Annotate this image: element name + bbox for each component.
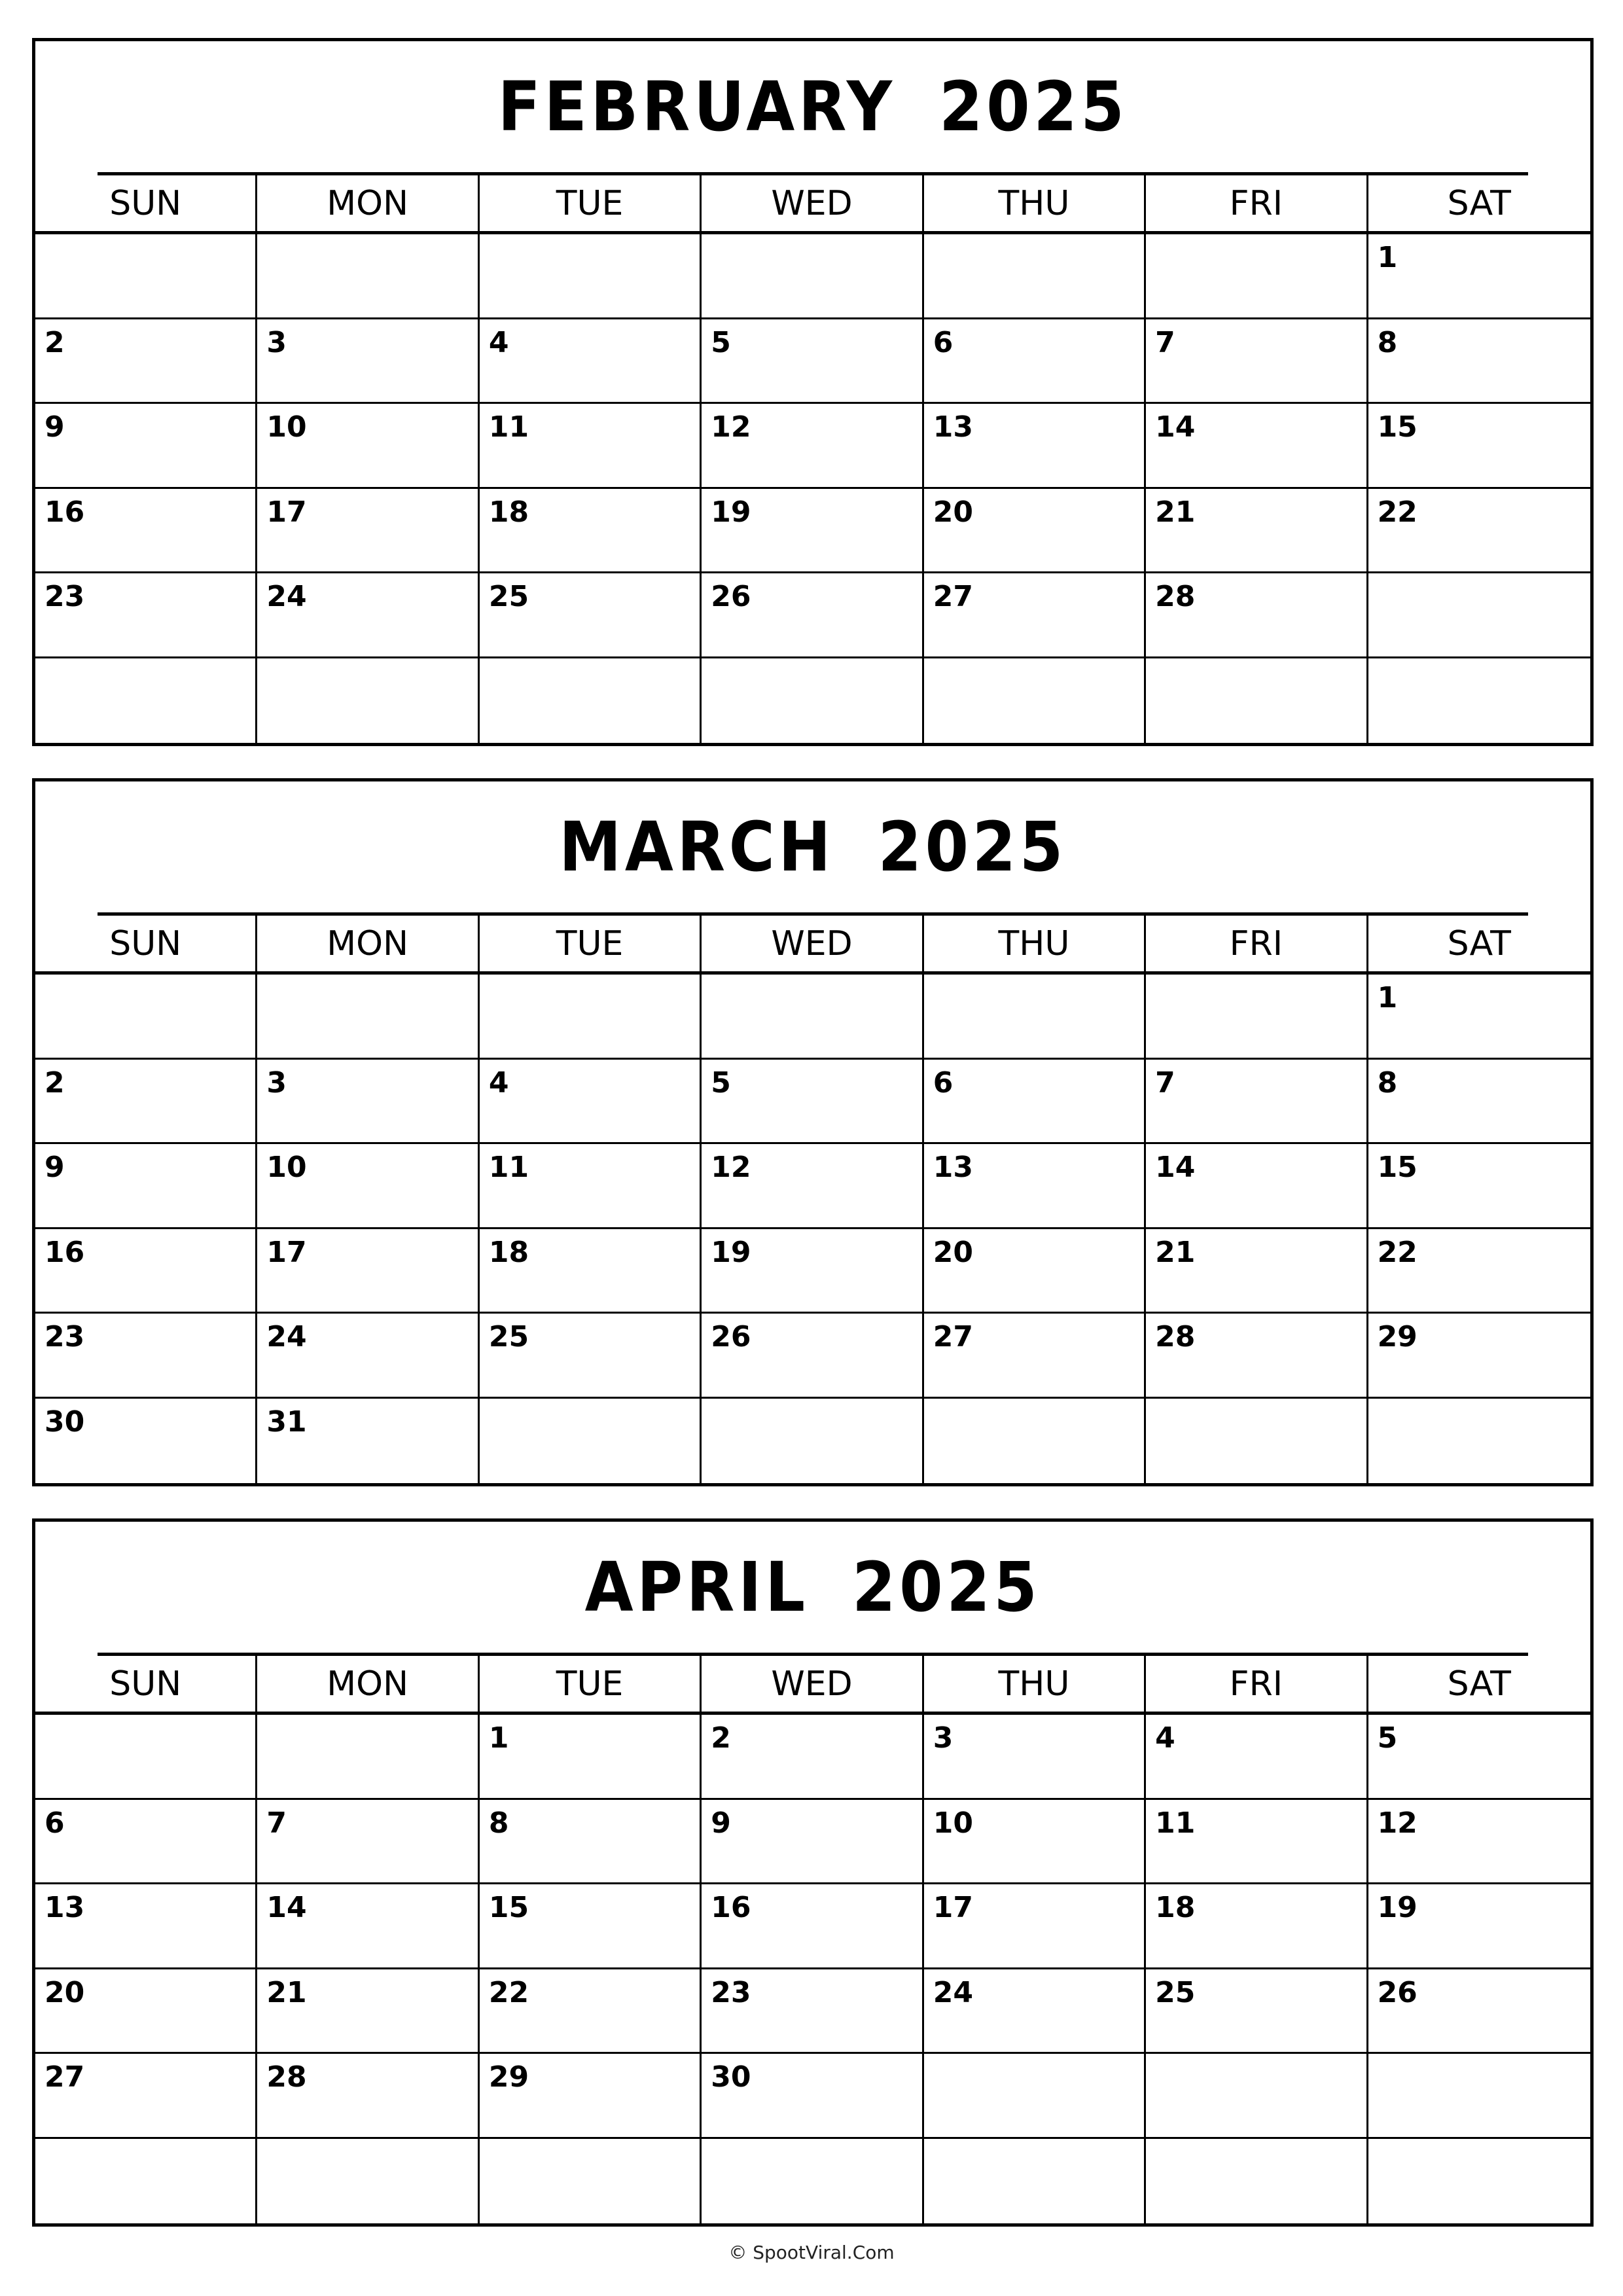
day-cell: 11 (480, 1144, 702, 1229)
day-cell: 15 (480, 1884, 702, 1969)
weekday-label-sun: SUN (35, 1656, 257, 1712)
day-cell: 1 (1368, 975, 1590, 1060)
day-cell: 15 (1368, 404, 1590, 489)
weekday-label-mon: MON (257, 1656, 479, 1712)
day-cell: 19 (702, 1229, 923, 1314)
day-cell: 23 (35, 573, 257, 658)
weekday-label-wed: WED (702, 1656, 923, 1712)
day-cell: 27 (924, 573, 1146, 658)
day-cell: 28 (257, 2054, 479, 2139)
day-cell: 3 (924, 1715, 1146, 1800)
day-cell: 29 (480, 2054, 702, 2139)
day-cell: 20 (924, 489, 1146, 574)
day-cell: 12 (1368, 1800, 1590, 1885)
day-cell: 18 (480, 1229, 702, 1314)
day-cell: 26 (702, 1314, 923, 1399)
day-cell: 5 (1368, 1715, 1590, 1800)
day-cell: 8 (480, 1800, 702, 1885)
day-cell: 13 (924, 1144, 1146, 1229)
weekday-header-row (35, 1656, 1590, 1715)
day-cell: 21 (1146, 1229, 1368, 1314)
weekday-label-tue: TUE (480, 916, 702, 971)
empty-day-cell (257, 975, 479, 1060)
day-cell: 9 (35, 1144, 257, 1229)
day-cell: 3 (257, 1060, 479, 1145)
day-cell: 6 (924, 1060, 1146, 1145)
day-cell: 2 (35, 1060, 257, 1145)
day-cell: 30 (35, 1399, 257, 1484)
empty-day-cell (257, 234, 479, 319)
day-cell: 10 (257, 1144, 479, 1229)
weekday-label-fri: FRI (1146, 175, 1368, 231)
day-cell: 6 (35, 1800, 257, 1885)
day-cell: 17 (257, 1229, 479, 1314)
weekday-label-sun: SUN (35, 175, 257, 231)
empty-day-cell (35, 975, 257, 1060)
empty-day-cell (924, 234, 1146, 319)
day-cell: 9 (702, 1800, 923, 1885)
empty-day-cell (1368, 573, 1590, 658)
weekday-label-sat: SAT (1447, 924, 1511, 963)
empty-day-cell (1146, 658, 1368, 744)
weekday-label-wed: WED (702, 175, 923, 231)
weekday-header-row (35, 175, 1590, 234)
empty-day-cell (924, 658, 1146, 744)
day-cell: 4 (480, 1060, 702, 1145)
weekday-label-sun: SUN (35, 916, 257, 971)
day-cell: 17 (257, 489, 479, 574)
day-cell: 5 (702, 1060, 923, 1145)
day-cell: 8 (1368, 319, 1590, 404)
day-cell: 21 (257, 1969, 479, 2054)
day-cell: 26 (702, 573, 923, 658)
day-cell: 25 (1146, 1969, 1368, 2054)
day-cell: 18 (1146, 1884, 1368, 1969)
day-cell: 7 (257, 1800, 479, 1885)
empty-day-cell (480, 658, 702, 744)
empty-day-cell (257, 1715, 479, 1800)
day-cell: 26 (1368, 1969, 1590, 2054)
day-cell: 4 (1146, 1715, 1368, 1800)
day-cell: 15 (1368, 1144, 1590, 1229)
empty-day-cell (480, 975, 702, 1060)
day-cell: 25 (480, 1314, 702, 1399)
day-cell: 30 (702, 2054, 923, 2139)
day-cell: 28 (1146, 1314, 1368, 1399)
day-cell: 8 (1368, 1060, 1590, 1145)
day-cell: 27 (924, 1314, 1146, 1399)
day-cell: 5 (702, 319, 923, 404)
month-title: APRIL 2025 (98, 1522, 1528, 1656)
weekday-label-thu: THU (924, 175, 1146, 231)
empty-day-cell (480, 1399, 702, 1484)
day-cell: 6 (924, 319, 1146, 404)
day-cell: 31 (257, 1399, 479, 1484)
empty-day-cell (924, 975, 1146, 1060)
day-cell: 11 (480, 404, 702, 489)
weekday-label-sat: SAT (1447, 1664, 1511, 1704)
day-cell: 23 (35, 1314, 257, 1399)
weekday-label-tue: TUE (480, 1656, 702, 1712)
empty-day-cell (1368, 2139, 1590, 2224)
month-title: FEBRUARY 2025 (98, 41, 1528, 175)
empty-day-cell (35, 234, 257, 319)
empty-day-cell (924, 2054, 1146, 2139)
empty-day-cell (1368, 658, 1590, 744)
empty-day-cell (702, 234, 923, 319)
empty-day-cell (1368, 1399, 1590, 1484)
day-cell: 20 (924, 1229, 1146, 1314)
day-cell: 23 (702, 1969, 923, 2054)
day-cell: 2 (702, 1715, 923, 1800)
day-cell: 13 (35, 1884, 257, 1969)
day-cell: 2 (35, 319, 257, 404)
empty-day-cell (480, 234, 702, 319)
empty-day-cell (924, 2139, 1146, 2224)
day-cell: 20 (35, 1969, 257, 2054)
empty-day-cell (35, 1715, 257, 1800)
day-cell: 24 (257, 1314, 479, 1399)
empty-day-cell (1146, 1399, 1368, 1484)
day-cell: 14 (257, 1884, 479, 1969)
day-cell: 10 (924, 1800, 1146, 1885)
day-cell: 9 (35, 404, 257, 489)
day-cell: 22 (480, 1969, 702, 2054)
day-cell: 19 (1368, 1884, 1590, 1969)
day-grid (35, 975, 1590, 1483)
day-cell: 17 (924, 1884, 1146, 1969)
day-cell: 16 (702, 1884, 923, 1969)
day-cell: 12 (702, 404, 923, 489)
day-cell: 14 (1146, 404, 1368, 489)
day-cell: 18 (480, 489, 702, 574)
empty-day-cell (702, 1399, 923, 1484)
day-cell: 22 (1368, 1229, 1590, 1314)
weekday-label-thu: THU (924, 1656, 1146, 1712)
day-cell: 24 (257, 573, 479, 658)
day-cell: 7 (1146, 319, 1368, 404)
day-cell: 4 (480, 319, 702, 404)
day-cell: 7 (1146, 1060, 1368, 1145)
month-february-calendar (32, 38, 1594, 746)
weekday-header-row (35, 916, 1590, 975)
day-cell: 11 (1146, 1800, 1368, 1885)
day-cell: 19 (702, 489, 923, 574)
empty-day-cell (1146, 975, 1368, 1060)
day-cell: 16 (35, 1229, 257, 1314)
day-cell: 3 (257, 319, 479, 404)
empty-day-cell (702, 658, 923, 744)
weekday-label-mon: MON (257, 916, 479, 971)
day-cell: 12 (702, 1144, 923, 1229)
weekday-label-thu: THU (924, 916, 1146, 971)
weekday-label-sat: SAT (1447, 183, 1511, 223)
weekday-label-fri: FRI (1146, 916, 1368, 971)
empty-day-cell (702, 975, 923, 1060)
empty-day-cell (1146, 2139, 1368, 2224)
weekday-label-wed: WED (702, 916, 923, 971)
month-title: MARCH 2025 (98, 781, 1528, 916)
day-cell: 14 (1146, 1144, 1368, 1229)
day-grid (35, 234, 1590, 743)
day-cell: 1 (480, 1715, 702, 1800)
empty-day-cell (257, 658, 479, 744)
empty-day-cell (702, 2139, 923, 2224)
empty-day-cell (257, 2139, 479, 2224)
empty-day-cell (1146, 234, 1368, 319)
day-cell: 1 (1368, 234, 1590, 319)
footer-copyright: © SpootViral.Com (728, 2242, 895, 2263)
empty-day-cell (1368, 2054, 1590, 2139)
day-cell: 22 (1368, 489, 1590, 574)
day-cell: 10 (257, 404, 479, 489)
weekday-label-fri: FRI (1146, 1656, 1368, 1712)
day-cell: 28 (1146, 573, 1368, 658)
month-april-calendar (32, 1518, 1594, 2227)
day-cell: 16 (35, 489, 257, 574)
empty-day-cell (924, 1399, 1146, 1484)
day-cell: 13 (924, 404, 1146, 489)
empty-day-cell (1146, 2054, 1368, 2139)
weekday-label-mon: MON (257, 175, 479, 231)
day-grid (35, 1715, 1590, 2223)
day-cell: 29 (1368, 1314, 1590, 1399)
day-cell: 25 (480, 573, 702, 658)
day-cell: 24 (924, 1969, 1146, 2054)
empty-day-cell (35, 658, 257, 744)
month-march-calendar (32, 778, 1594, 1486)
day-cell: 27 (35, 2054, 257, 2139)
weekday-label-tue: TUE (480, 175, 702, 231)
empty-day-cell (35, 2139, 257, 2224)
empty-day-cell (480, 2139, 702, 2224)
day-cell: 21 (1146, 489, 1368, 574)
